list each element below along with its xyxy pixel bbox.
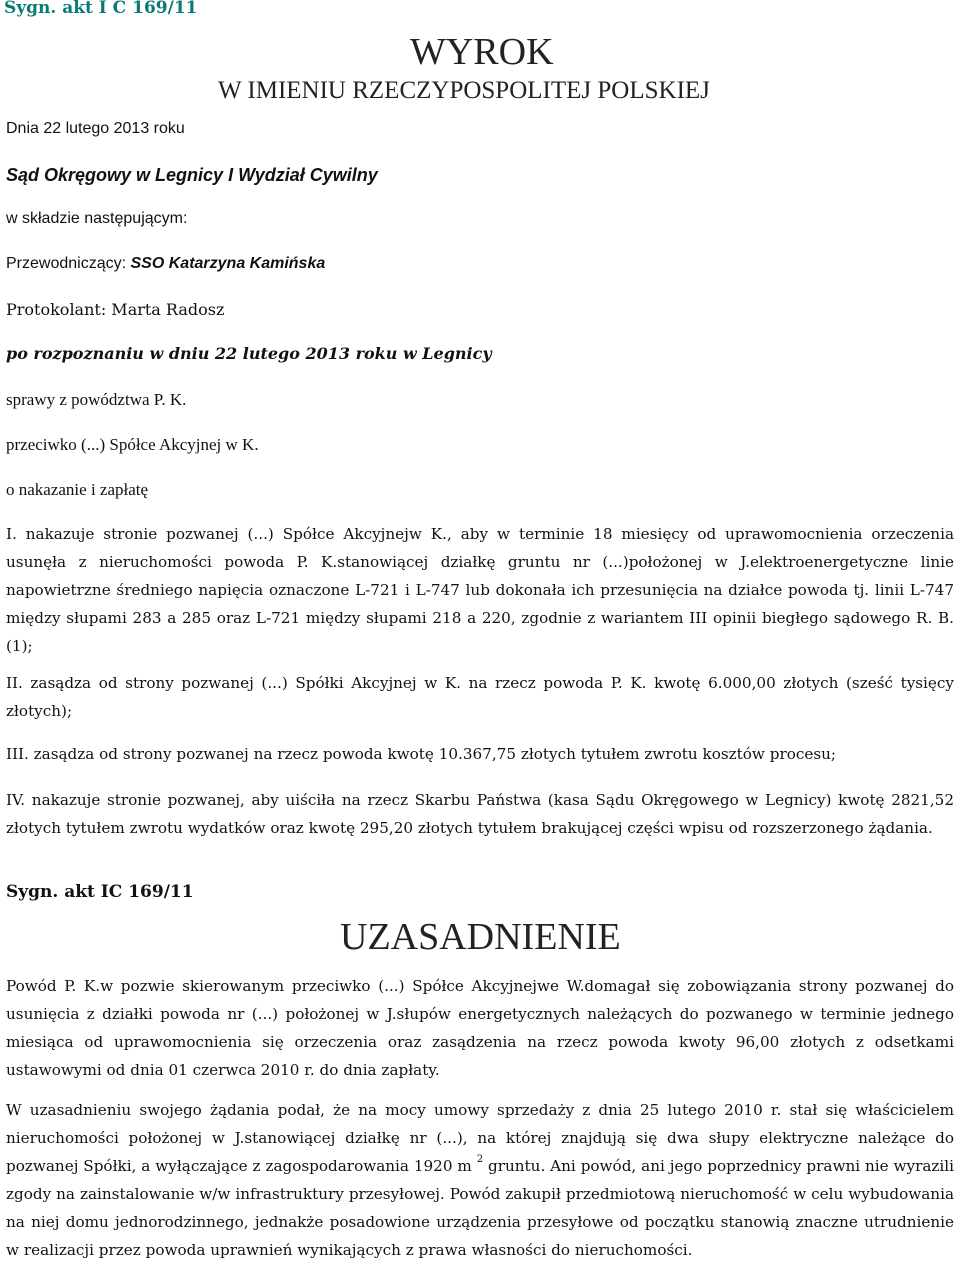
verdict-point-4: IV. nakazuje stronie pozwanej, aby uiściła na rzecz Skarbu Państwa (kasa Sądu Okręgowego w Legnicy) kwotę 2821,52 złotych tytułem zwrotu wydatków oraz kwotę 295,20 złotych tytułem brakującej części wpisu od rozszerzonego żądania.	[6, 791, 954, 837]
justification-text-part-2: gruntu. Ani powód, ani jego poprzednicy prawni nie wyrazili zgody na zainstalowanie w/w infrastruktury przesyłowej. Powód zakupił przedmiotową nieruchomość w celu wybudowania na niej domu jednorodzinnego, jednakże posadowione urządzenia przesyłowe od początku stanowią znaczne utrudnienie w realizacji przez powoda uprawnień wynikających z prawa własności do nieruchomości.	[6, 1157, 954, 1259]
presiding-label: Przewodniczący:	[6, 255, 131, 272]
justification-text-part-1: W uzasadnieniu swojego żądania podał, że na mocy umowy sprzedaży z dnia 25 lutego 2010 r. stał się właścicielem nieruchomości położonej w J.stanowiącej działkę nr (...), na której znajdują się dwa słupy elektryczne należące do pozwanej Spółki, a wyłączające z zagospodarowania 1920 m	[6, 1101, 954, 1175]
presiding-name: SSO Katarzyna Kamińska	[130, 255, 326, 272]
superscript-exponent: 2	[476, 1154, 484, 1165]
verdict-point-3: III. zasądza od strony pozwanej na rzecz powoda kwotę 10.367,75 złotych tytułem zwrotu kosztów procesu;	[6, 745, 837, 763]
presiding-judge	[6, 255, 325, 273]
composition-label: w składzie następującym:	[6, 210, 188, 227]
court-clerk: Protokolant: Marta Radosz	[6, 300, 225, 319]
hearing-info: po rozpoznaniu w dniu 22 lutego 2013 roku w Legnicy	[6, 344, 492, 363]
page-title: WYROK	[410, 31, 554, 73]
justification-title: UZASADNIENIE	[340, 916, 621, 958]
case-subject: o nakazanie i zapłatę	[6, 480, 149, 499]
justification-paragraph-2	[6, 1096, 954, 1264]
court-name: Sąd Okręgowy w Legnicy I Wydział Cywilny	[6, 165, 378, 185]
defendant-line: przeciwko (...) Spółce Akcyjnej w K.	[6, 435, 259, 454]
justification-signature: Sygn. akt IC 169/11	[6, 882, 194, 902]
judgment-date: Dnia 22 lutego 2013 roku	[6, 120, 185, 137]
plaintiff-line: sprawy z powództwa P. K.	[6, 390, 187, 409]
page-subtitle: W IMIENIU RZECZYPOSPOLITEJ POLSKIEJ	[218, 77, 710, 104]
verdict-point-1: I. nakazuje stronie pozwanej (...) Spółce Akcyjnejw K., aby w terminie 18 miesięcy od uprawomocnienia orzeczenia usunęła z nieruchomości powoda P. K.stanowiącej działkę gruntu nr (...)położonej w J.elektroenergetyczne linie napowietrzne średniego napięcia oznaczone L-721 i L-747 lub dokonała ich przesunięcia na działce powoda tj. linii L-747 między słupami 283 a 285 oraz L-721 między słupami 218 a 220, zgodnie z wariantem III opinii biegłego sądowego R. B. (1);	[6, 525, 954, 655]
case-signature: Sygn. akt I C 169/11	[4, 0, 198, 18]
verdict-point-2: II. zasądza od strony pozwanej (...) Spółki Akcyjnej w K. na rzecz powoda P. K. kwotę 6.000,00 złotych (sześć tysięcy złotych);	[6, 674, 954, 720]
justification-paragraph-1: Powód P. K.w pozwie skierowanym przeciwko (...) Spółce Akcyjnejwe W.domagał się zobowiązania strony pozwanej do usunięcia z działki powoda nr (...) położonej w J.słupów energetycznych należących do pozwanego w terminie jednego miesiąca od uprawomocnienia się orzeczenia oraz zasądzenia na rzecz powoda kwoty 96,00 złotych z odsetkami ustawowymi od dnia 01 czerwca 2010 r. do dnia zapłaty.	[6, 977, 954, 1079]
